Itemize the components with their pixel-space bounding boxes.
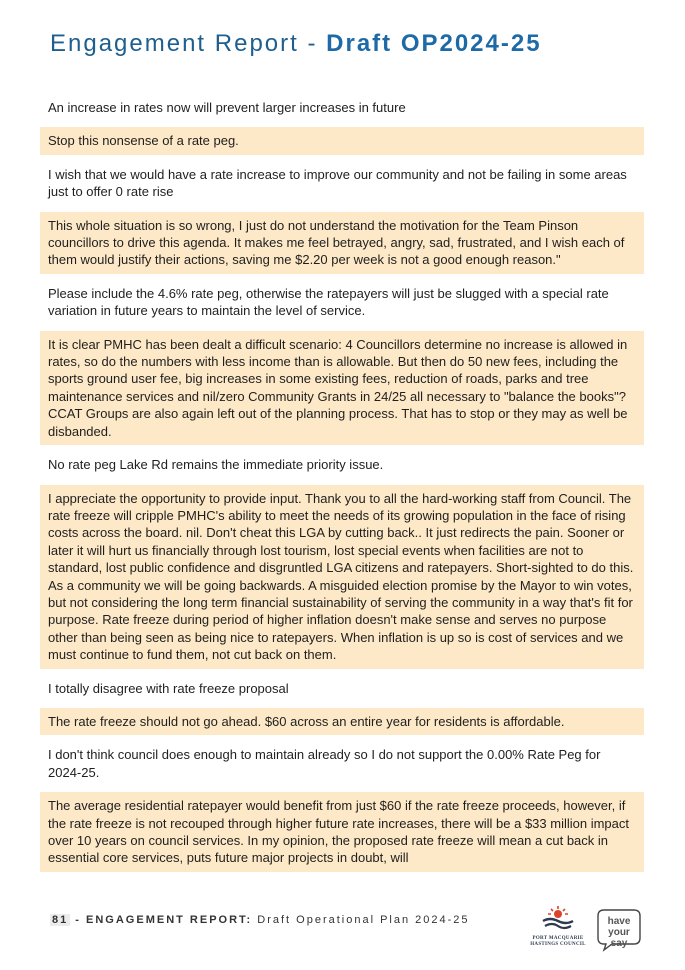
comment-row: Stop this nonsense of a rate peg. — [40, 127, 644, 154]
comment-row: Please include the 4.6% rate peg, otherwise the ratepayers will just be slugged with a special rate variation in future years to maintain the level of service. — [48, 285, 609, 319]
badge-line-2: your say — [608, 927, 630, 949]
footer-report-label: ENGAGEMENT REPORT: — [86, 914, 253, 926]
footer-separator: - — [70, 914, 87, 926]
footer-plan-name: Draft Operational Plan 2024-25 — [252, 914, 470, 926]
comment-row: This whole situation is so wrong, I just do not understand the motivation for the Team Pinson councillors to drive this agenda. It makes me feel betrayed, angry, sad, frustrated, and I wish each of them would justify their actions, saving me $2.20 per week is not a good enough reason." — [40, 212, 644, 274]
logo-line-1: PORT MACQUARIE — [532, 936, 584, 941]
comment-row: I appreciate the opportunity to provide input. Thank you to all the hard-working staff from Council. The rate freeze will cripple PMHC's ability to meet the needs of its growing population in the face of rising costs across the board. nil. Don't cheat this LGA by cutting back.. It just redirects the pain. Sooner or later it will hurt us financially through lost tourism, lost special events when facilities are not to standard, lost public confidence and disgruntled LGA citizens and ratepayers. Short-sighted to do this. As a community we will be going backwards. A misguided election promise by the Mayor to win votes, but not considering the long term financial sustainability of serving the community in a way that's fit for purpose. Rate freeze during period of higher inflation doesn't make sense and serves no purpose other than being seen as being nice to ratepayers. When inflation is up so is cost of services and we must continue to fund them, not cut back on them. — [40, 485, 644, 669]
logo-line-2: HASTINGS COUNCIL — [530, 942, 586, 947]
comment-row: No rate peg Lake Rd remains the immediate priority issue. — [48, 457, 384, 473]
badge-line-1: have — [607, 916, 631, 927]
comment-row: I don't think council does enough to maintain already so I do not support the 0.00% Rate Peg for 2024-25. — [48, 747, 601, 780]
page-number: 81 — [52, 914, 69, 926]
council-logo-icon — [540, 905, 576, 931]
comment-row: The rate freeze should not go ahead. $60 across an entire year for residents is affordable. — [40, 708, 644, 735]
comment-row: The average residential ratepayer would benefit from just $60 if the rate freeze proceeds, however, if the rate freeze is not recouped through higher future rate increases, there will be a $33 million impact over 10 years on council services. In my opinion, the proposed rate freeze will mean a cut back in essential core services, puts future major projects in doubt, will — [40, 792, 644, 872]
title-bold: Draft OP2024-25 — [326, 30, 542, 57]
council-logo — [528, 905, 588, 960]
have-your-say-badge — [596, 908, 642, 952]
title-prefix: Engagement Report - — [50, 30, 327, 57]
page-title — [50, 30, 542, 58]
comment-row: I totally disagree with rate freeze proposal — [48, 680, 289, 696]
badge-text — [602, 916, 636, 949]
comment-row: I wish that we would have a rate increase to improve our community and not be failing in some areas just to offer 0 rate rise — [48, 166, 627, 200]
comment-row: An increase in rates now will prevent larger increases in future — [48, 100, 406, 115]
comment-list — [40, 94, 644, 878]
footer — [50, 914, 470, 926]
comment-row: It is clear PMHC has been dealt a difficult scenario: 4 Councillors determine no increase is allowed in rates, so do the numbers with less income than is allowable. But then do 50 new fees, including the sports ground user fee, big increases in some existing fees, reduction of roads, parks and tree maintenance services and nil/zero Community Grants in 24/25 all necessary to "balance the books"? CCAT Groups are also again left out of the planning process. That has to stop or they may as well be disbanded. — [40, 331, 644, 445]
